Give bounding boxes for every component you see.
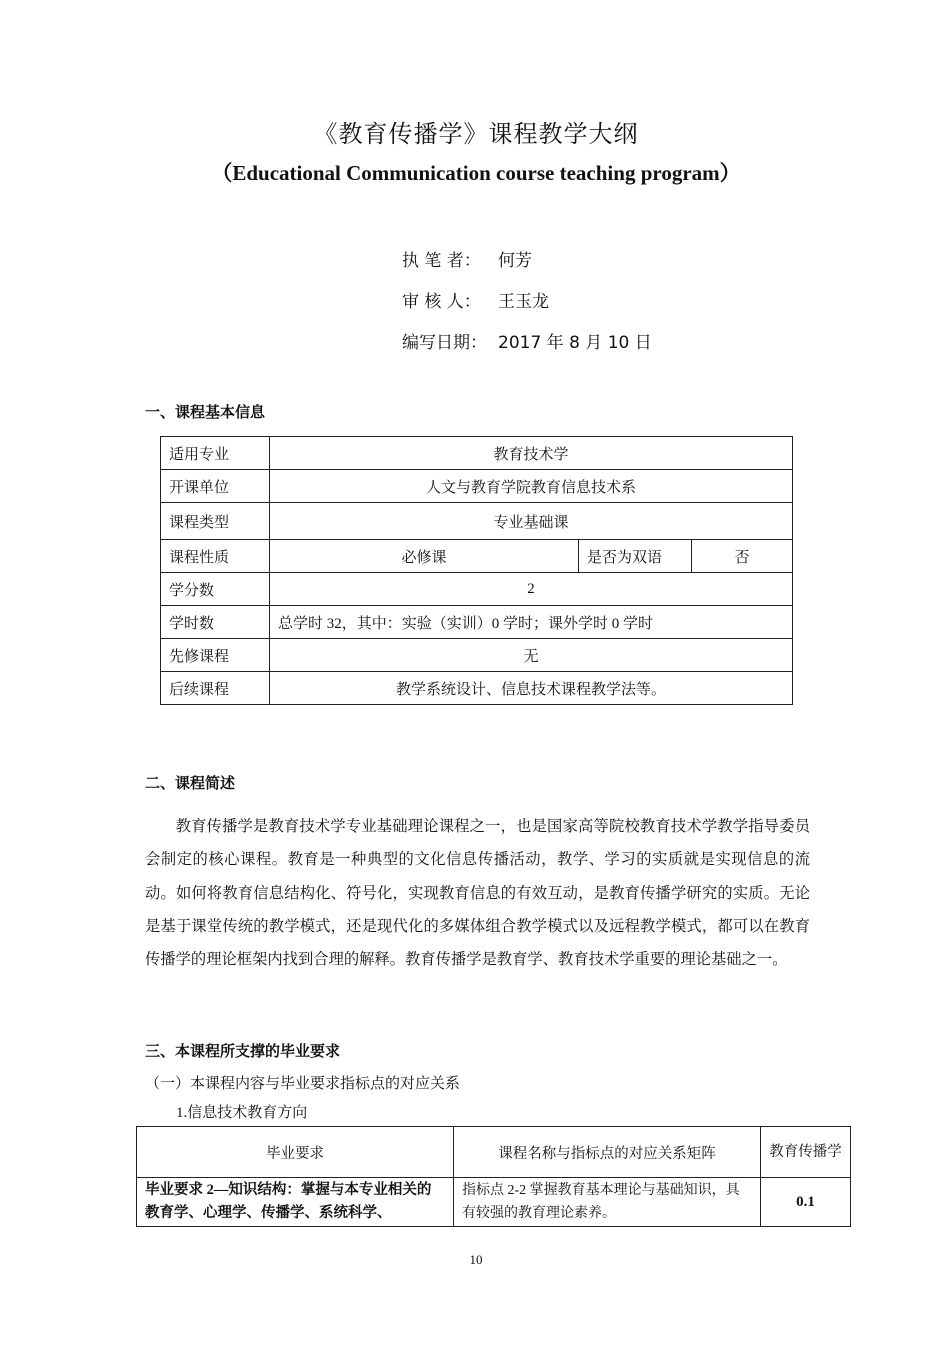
author-value: 何芳 (498, 251, 532, 271)
row-value: 无 (270, 639, 793, 672)
table-row (161, 573, 793, 606)
weight-cell: 0.1 (761, 1178, 851, 1227)
page-number: 10 (469, 1252, 483, 1267)
row-label: 课程性质 (161, 540, 270, 573)
row-value: 教学系统设计、信息技术课程教学法等。 (270, 672, 793, 705)
table-row (161, 470, 793, 503)
table-row (161, 437, 793, 470)
direction-heading: 1.信息技术教育方向 (176, 1105, 308, 1121)
row-label: 开课单位 (161, 470, 270, 503)
header-course: 教育传播学 (761, 1127, 851, 1178)
requirement-cell: 毕业要求 2—知识结构：掌握与本专业相关的教育学、心理学、传播学、系统科学、 (137, 1178, 454, 1227)
author-label: 执 笔 者： (402, 251, 481, 271)
row-label: 学时数 (161, 606, 270, 639)
reviewer-label: 审 核 人： (402, 292, 481, 312)
indicator-cell: 指标点 2-2 掌握教育基本理论与基础知识，具有较强的教育理论素养。 (454, 1178, 761, 1227)
row-label: 先修课程 (161, 639, 270, 672)
row-label: 适用专业 (161, 437, 270, 470)
row-value: 必修课 (270, 540, 579, 573)
date-value: 2017 年 8 月 10 日 (498, 333, 652, 353)
row-value: 人文与教育学院教育信息技术系 (270, 470, 793, 503)
overview-paragraph: 教育传播学是教育技术学专业基础理论课程之一，也是国家高等院校教育技术学教学指导委员会制定的核心课程。教育是一种典型的文化信息传播活动，教学、学习的实质就是实现信息的流动。如何将教育信息结构化、符号化，实现教育信息的有效互动，是教育传播学研究的实质。无论是基于课堂传统的教学模式，还是现代化的多媒体组合教学模式以及远程教学模式，都可以在教育传播学的理论框架内找到合理的解释。教育传播学是教育学、教育技术学重要的理论基础之一。 (145, 818, 810, 969)
date-line (402, 328, 652, 353)
reviewer-value: 王玉龙 (498, 292, 549, 312)
bilingual-value: 否 (692, 540, 793, 573)
section-heading-overview: 二、课程简述 (145, 774, 236, 792)
row-label: 学分数 (161, 573, 270, 606)
course-info-table (160, 436, 793, 705)
table-header-row (137, 1127, 851, 1178)
reviewer-line (402, 287, 549, 312)
subsection-heading: （一）本课程内容与毕业要求指标点的对应关系 (145, 1076, 461, 1092)
header-requirement: 毕业要求 (137, 1127, 454, 1178)
table-row (161, 606, 793, 639)
table-row (137, 1178, 851, 1227)
row-value: 教育技术学 (270, 437, 793, 470)
row-value: 专业基础课 (270, 503, 793, 540)
date-label: 编写日期： (402, 333, 487, 353)
document-subtitle: （Educational Communication course teaching program） (211, 161, 741, 185)
requirements-table (136, 1126, 851, 1227)
row-label: 课程类型 (161, 503, 270, 540)
table-row (161, 672, 793, 705)
table-row (161, 503, 793, 540)
document-title: 《教育传播学》课程教学大纲 (313, 120, 639, 148)
row-value: 总学时 32，其中：实验（实训）0 学时；课外学时 0 学时 (270, 606, 793, 639)
bilingual-label: 是否为双语 (579, 540, 692, 573)
table-row (161, 639, 793, 672)
table-row (161, 540, 793, 573)
author-line (402, 246, 532, 271)
header-matrix: 课程名称与指标点的对应关系矩阵 (454, 1127, 761, 1178)
row-value: 2 (270, 573, 793, 606)
section-heading-basic-info: 一、课程基本信息 (145, 403, 266, 421)
section-heading-requirements: 三、本课程所支撑的毕业要求 (145, 1042, 341, 1060)
row-label: 后续课程 (161, 672, 270, 705)
